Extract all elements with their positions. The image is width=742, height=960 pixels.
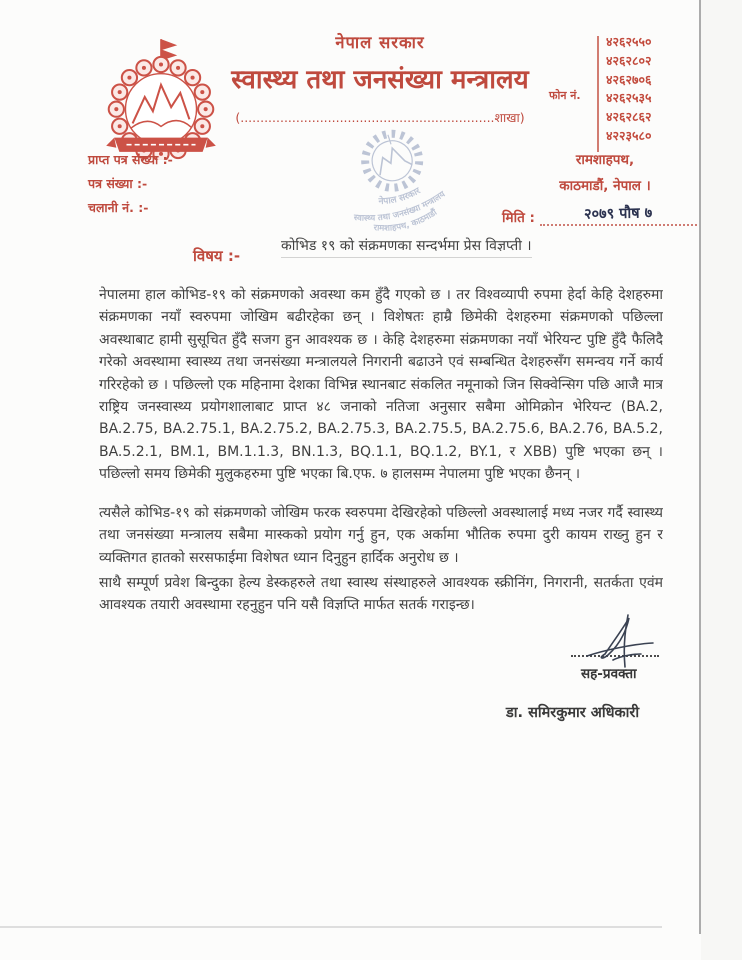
letterhead — [170, 30, 590, 126]
phone-number: ४२२३५८० — [606, 127, 652, 143]
stamp-text-address: रामशाहपथ, काठमाडौं — [373, 207, 440, 234]
phone-divider-line — [597, 36, 599, 152]
phone-number: ४२६२८६२ — [606, 109, 652, 125]
scan-page-edge-bottom — [0, 926, 662, 928]
body-paragraph: नेपालमा हाल कोभिड-१९ को संक्रमणको अवस्था कम हुँदै गएको छ । तर विश्वव्यापी रुपमा हेर्दा केहि देशहरुमा संक्रमणका नयाँ स्वरुपमा जोखिम बढीरहेका छन् । विशेषतः हाम्रै छिमेकी देशहरुमा संक्रमणको पछिल्ला अवस्थाबाट हामी सुसूचित हुँदै सजग हुन आवश्यक छ । केहि देशहरुमा संक्रमणका नयाँ भेरियन्ट पुष्टि हुँदै फैलिदै गरेको अवस्थामा स्वास्थ्य तथा जनसंख्या मन्त्रालयले निगरानी बढाउने एवं सम्बन्धित देशहरुसँग समन्वय गर्ने कार्य गरिरहेको छ । पछिल्लो एक महिनामा देशका विभिन्न स्थानबाट संकलित नमूनाको जिन सिक्वेन्सिग पछि आजै मात्र राष्ट्रिय जनस्वास्थ्य प्रयोगशालाबाट प्राप्त ४८ जनाको नतिजा अनुसार सबैमा ओमिक्रोन भेरियन्ट (BA.2, BA.2.75, BA.2.75.1, BA.2.75.2, BA.2.75.3, BA.2.75.5, BA.2.75.6, BA.2.76, BA.5.2, BA.5.2.1, BM.1, BM.1.1.3, BN.1.3, BQ.1.1, BQ.1.2, BY.1, र XBB) पुष्टि भएका छन् ।पछिल्लो समय छिमेकी मुलुकहरुमा पुष्टि भएका बि.एफ. ७ हालसम्म नेपालमा पुष्टि भएका छैनन् । — [99, 287, 663, 483]
date-value-handwritten: २०७९ पौष ७ — [584, 205, 653, 223]
date-row — [502, 203, 697, 226]
date-dotted-line — [540, 203, 697, 226]
scan-background-strip — [701, 0, 742, 960]
phone-number: ४२६२५५० — [606, 34, 652, 49]
scan-page-edge-right — [699, 0, 701, 934]
stamp-text-government: नेपाल सरकार — [378, 186, 423, 208]
phone-number: ४२६२८०२ — [606, 52, 652, 68]
body-paragraph: त्यसैले कोभिड-१९ को संक्रमणको जोखिम फरक स्वरुपमा देखिरहेको पछिल्लो अवस्थालाई मध्य नजर गर्दै स्वास्थ्य तथा जनसंख्या मन्त्रालय सबैमा मास्कको प्रयोग गर्नु हुन, एक अर्कामा भौतिक रुपमा दुरी कायम राख्नु हुन र व्यक्तिगत हातको सरसफाईमा विशेषत ध्यान दिनुहुन हार्दिक अनुरोध छ । — [99, 505, 663, 566]
body-paragraph: साथै सम्पूर्ण प्रवेश बिन्दुका हेल्य डेस्कहरुले तथा स्वास्थ संस्थाहरुले आवश्यक स्क्रीनिंग, निगरानी, सतर्कता एवंम आवश्यक तयारी अवस्थामा रहनुहुन पनि यसै विज्ञप्ति मार्फत सतर्क गराइन्छ। — [99, 575, 663, 614]
phone-number: ४२६२७०६ — [606, 71, 652, 87]
phone-label: फोन नं. — [549, 89, 581, 102]
subject-label: विषय :- — [193, 247, 241, 265]
letter-no-label: पत्र संख्या :- — [88, 176, 148, 191]
branch-line: (................................................................शाखा) — [235, 110, 525, 125]
signatory-title: सह-प्रवक्ता — [581, 666, 637, 682]
address-line-1: रामशाहपथ, — [575, 152, 635, 168]
phone-number: ४२६२५३५ — [606, 90, 652, 106]
subject-text: कोभिड १९ को संक्रमणका सन्दर्भमा प्रेस विज्ञप्ती । — [281, 236, 532, 258]
received-letter-no-label: प्राप्त पत्र संख्या :- — [88, 152, 173, 167]
dispatch-no-label: चलानी नं. :- — [88, 200, 149, 215]
stamp-text-ministry: स्वास्थ्य तथा जनसंख्या मन्त्रालय — [353, 189, 448, 224]
signature-scribble-icon — [583, 612, 657, 670]
signatory-name: डा. समिरकुमार अधिकारी — [506, 705, 640, 721]
ministry-title: स्वास्थ्य तथा जनसंख्या मन्त्रालय — [231, 65, 529, 95]
government-title: नेपाल सरकार — [335, 33, 425, 52]
date-label: मिति : — [502, 210, 535, 226]
phone-number-list — [606, 33, 696, 146]
ministry-stamp-icon — [323, 120, 473, 250]
address-line-2: काठमाडौं, नेपाल । — [559, 178, 651, 194]
